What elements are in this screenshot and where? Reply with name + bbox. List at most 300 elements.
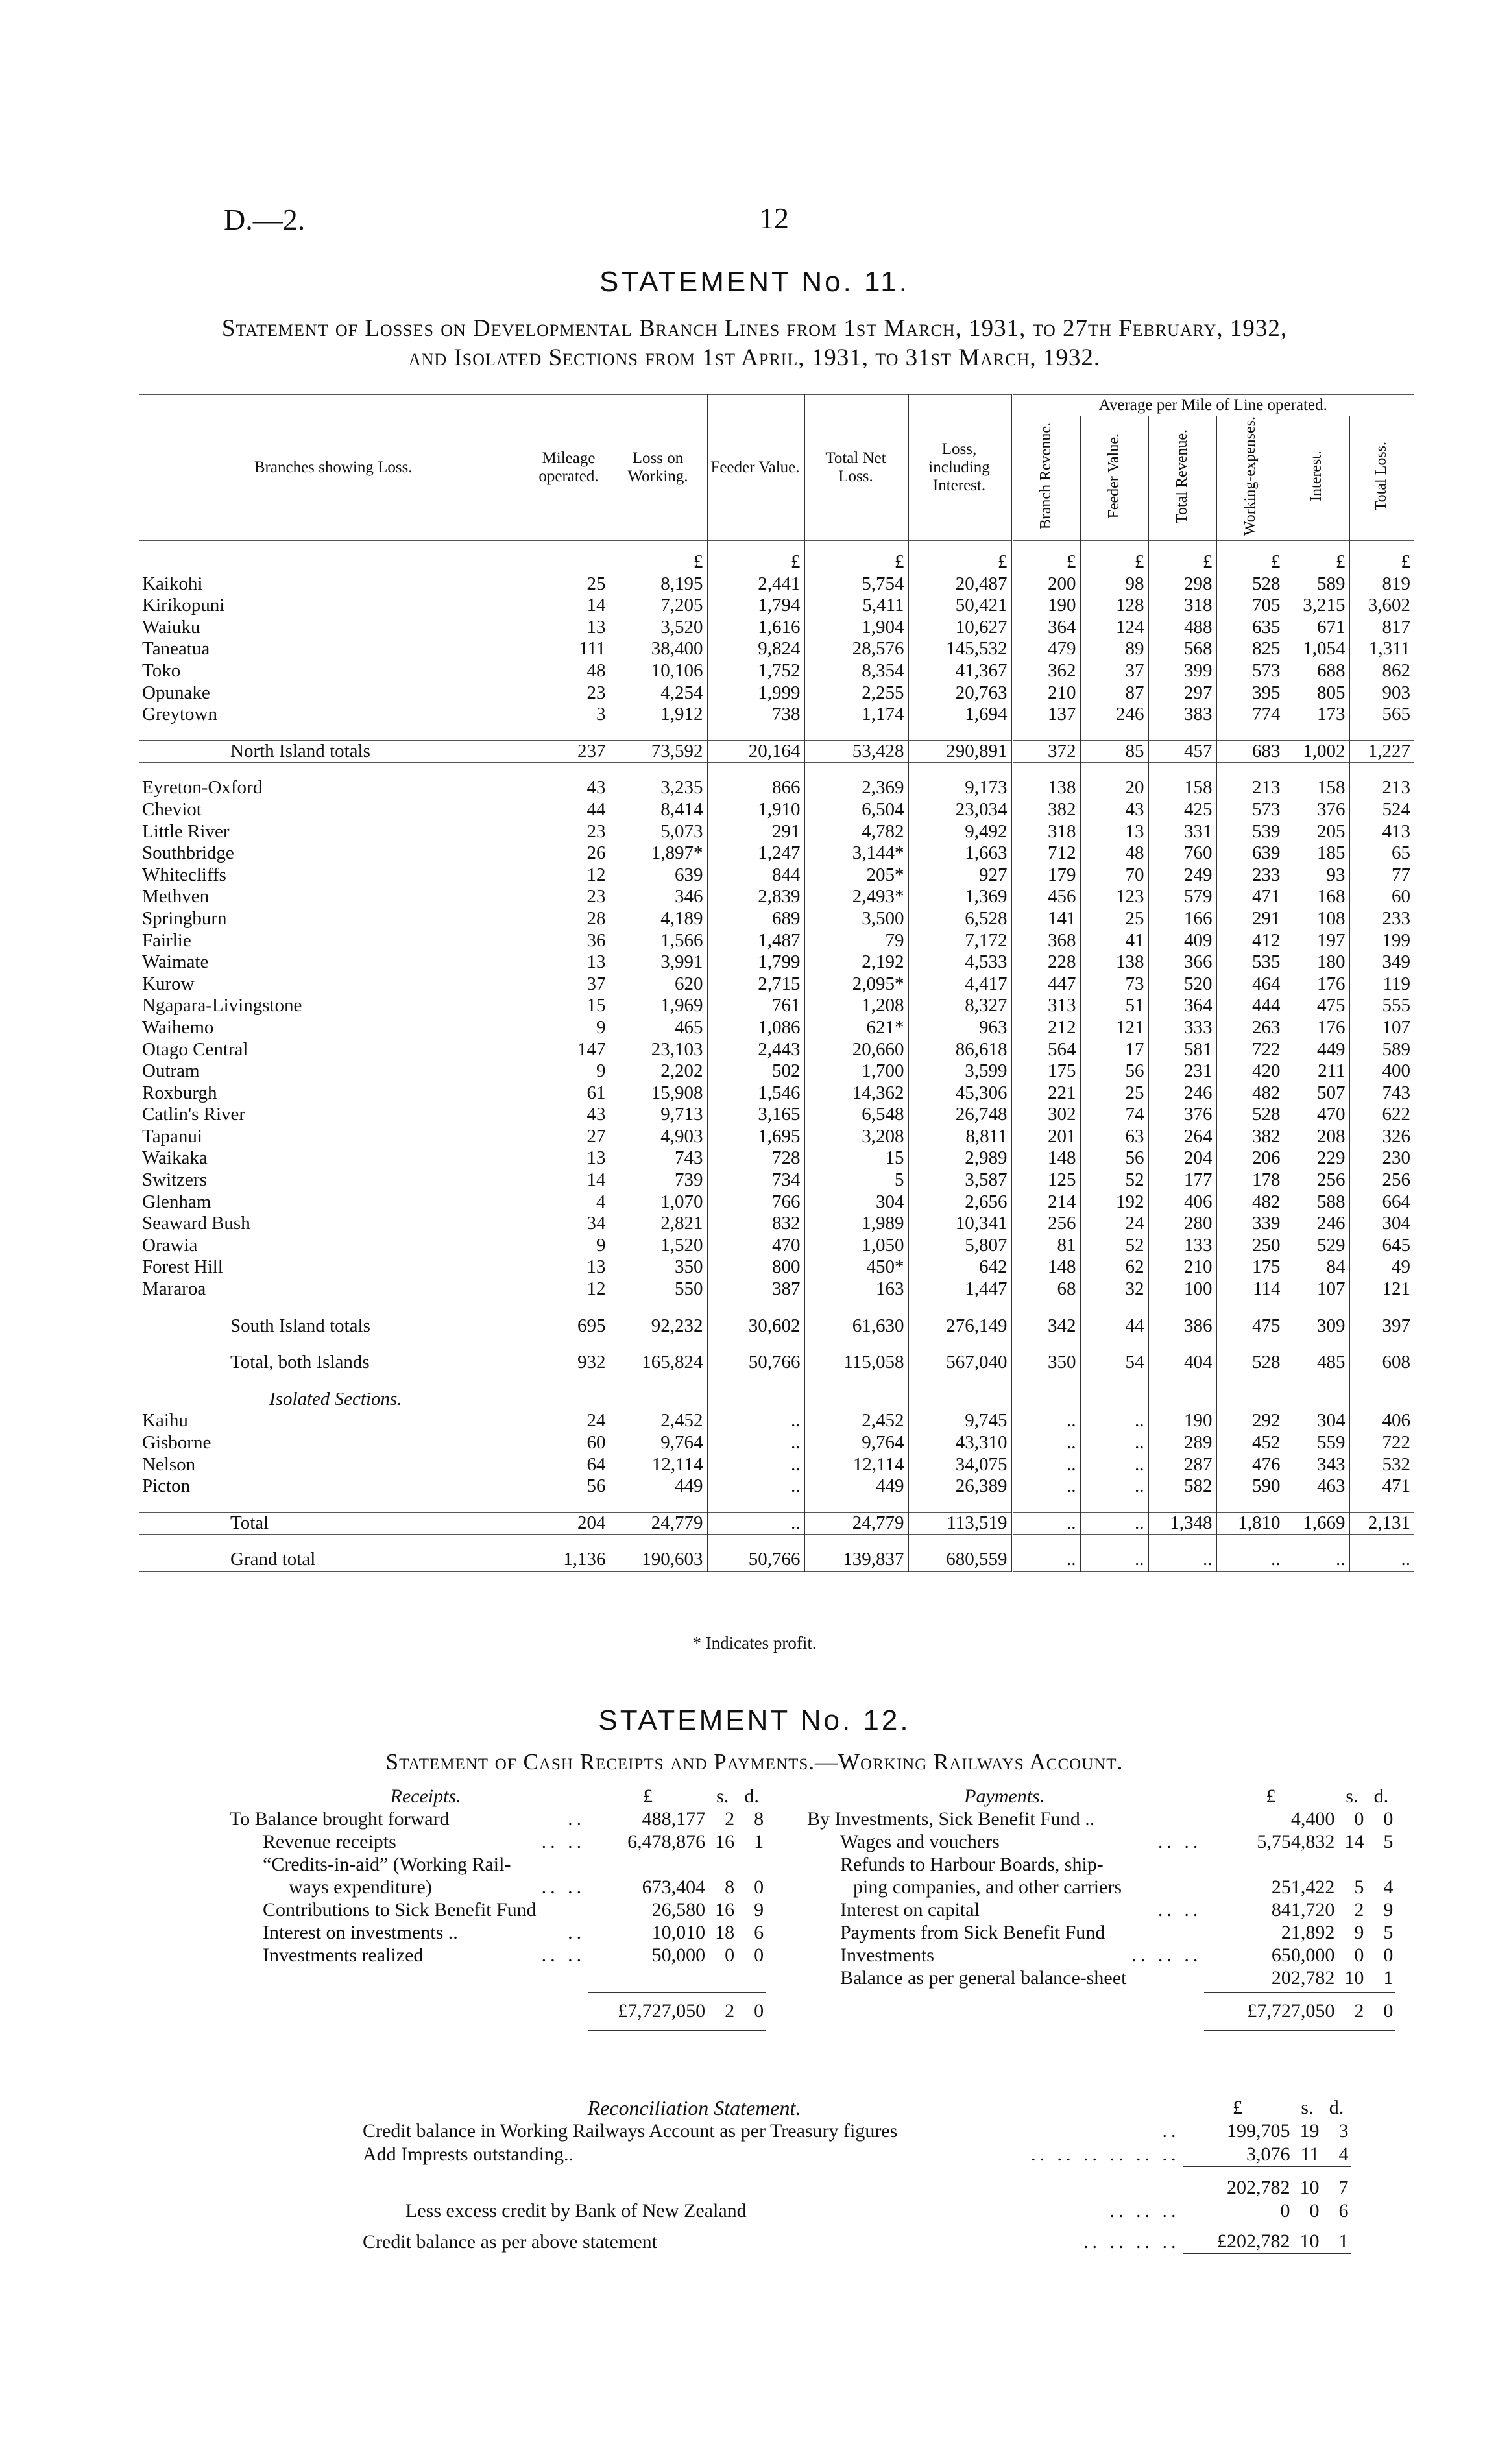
spacer-cell [707, 1498, 804, 1513]
cell-value: 34,075 [908, 1454, 1012, 1476]
cell-value: .. [1012, 1512, 1080, 1535]
cell-value: .. [1216, 1549, 1285, 1571]
cell-value: 425 [1148, 799, 1216, 821]
cell-value: 532 [1349, 1454, 1414, 1476]
cell-value: .. [1080, 1454, 1148, 1476]
south-island-row [139, 821, 1414, 843]
cell-value: 343 [1285, 1454, 1349, 1476]
cell-value: 2,202 [610, 1060, 707, 1082]
cell-value: 3,991 [610, 951, 707, 974]
south-island-row [139, 1017, 1414, 1039]
cell-value: 297 [1148, 682, 1216, 704]
cell-value: 25 [1080, 908, 1148, 930]
amount-cell: 5 [1383, 1922, 1394, 1943]
col-net-loss: Total Net Loss. [804, 395, 908, 541]
cell-value: 292 [1216, 1410, 1285, 1432]
cell-value: 12 [529, 1278, 610, 1300]
cell-value: 621* [804, 1017, 908, 1039]
north-island-row [139, 595, 1414, 617]
spacer-cell [610, 1300, 707, 1315]
cell-value: 13 [529, 617, 610, 639]
cell-value: 20 [1080, 777, 1148, 799]
cell-value: 559 [1285, 1432, 1349, 1454]
cell-value: 309 [1285, 1315, 1349, 1337]
cell-value: 212 [1012, 1017, 1080, 1039]
cell-value: 588 [1285, 1191, 1349, 1214]
currency-cell: £ [804, 541, 908, 573]
amount-cell: 2 [725, 1808, 735, 1830]
cell-value: 231 [1148, 1060, 1216, 1082]
cell-value: 211 [1285, 1060, 1349, 1082]
amount-cell: 16 [715, 1899, 735, 1920]
cell-value: 175 [1012, 1060, 1080, 1082]
cell-value: 774 [1216, 704, 1285, 726]
cell-value: 256 [1285, 1169, 1349, 1191]
leader-dots: .. .. .. [1109, 2200, 1180, 2222]
cell-value: 1,752 [707, 660, 804, 682]
south-island-row [139, 951, 1414, 974]
cell-value: 119 [1349, 974, 1414, 996]
spacer-cell [529, 1535, 610, 1549]
cell-value: 766 [707, 1191, 804, 1214]
cell-value: 48 [1080, 843, 1148, 865]
cell-value: .. [1012, 1410, 1080, 1432]
cell-value: 2,839 [707, 886, 804, 908]
north-island-row [139, 660, 1414, 682]
col-loss-interest: Loss, including Interest. [908, 395, 1012, 541]
total-amount: 2 [708, 1993, 737, 2030]
cell-value: 2,656 [908, 1191, 1012, 1214]
cell-value: 302 [1012, 1104, 1080, 1126]
cell-value: 4,417 [908, 974, 1012, 996]
spacer-cell [1080, 726, 1148, 741]
item-label: Wages and vouchers [840, 1831, 1000, 1852]
cell-value: 163 [804, 1278, 908, 1300]
cell-value: 173 [1285, 704, 1349, 726]
cell-value: 376 [1285, 799, 1349, 821]
spacer-cell [1216, 1374, 1285, 1389]
amount-cell [708, 1853, 737, 1876]
cell-value: 565 [1349, 704, 1414, 726]
reconciliation-subtotal-row [360, 2167, 1351, 2200]
spacer-cell [1080, 1389, 1148, 1411]
subtotal-amount: 7 [1322, 2167, 1351, 2200]
cell-value: 87 [1080, 682, 1148, 704]
cell-value: 208 [1285, 1126, 1349, 1148]
cell-value: 555 [1349, 995, 1414, 1017]
cell-value: 680,559 [908, 1549, 1012, 1571]
cell-value: 622 [1349, 1104, 1414, 1126]
cell-value: 9,745 [908, 1410, 1012, 1432]
cell-value: 2,989 [908, 1147, 1012, 1169]
cell-value: 36 [529, 930, 610, 952]
cell-value: 444 [1216, 995, 1285, 1017]
cell-value: 229 [1285, 1147, 1349, 1169]
leader-dots [1129, 1921, 1204, 1944]
row-label: Total [230, 1512, 269, 1533]
cell-value: 4,903 [610, 1126, 707, 1148]
cell-value: 37 [529, 974, 610, 996]
cell-value: 2,192 [804, 951, 908, 974]
cell-value: 93 [1285, 865, 1349, 887]
spacer-cell [1285, 1374, 1349, 1389]
cell-value: .. [1012, 1454, 1080, 1476]
currency-cell [139, 541, 529, 573]
cell-value: 712 [1012, 843, 1080, 865]
payments-pence-head: d. [1373, 1786, 1389, 1807]
cell-value: 1,208 [804, 995, 908, 1017]
north-island-row [139, 617, 1414, 639]
cell-value: 210 [1148, 1256, 1216, 1278]
cell-value: 61,630 [804, 1315, 908, 1337]
cell-value: 200 [1012, 573, 1080, 595]
item-label: Interest on investments .. [263, 1922, 458, 1943]
cell-value: 4 [529, 1191, 610, 1214]
col-working-expenses: Working-expenses. [1216, 416, 1285, 541]
amount-cell: 4 [1383, 1876, 1394, 1898]
cell-value: 121 [1349, 1278, 1414, 1300]
spacer-cell [529, 1389, 610, 1411]
spacer-cell [610, 1374, 707, 1389]
cell-value: 6,504 [804, 799, 908, 821]
cell-value: 3,165 [707, 1104, 804, 1126]
cell-value: 15 [804, 1147, 908, 1169]
amount-cell [1337, 1853, 1366, 1876]
cell-value: 52 [1080, 1169, 1148, 1191]
cell-value: 1,311 [1349, 638, 1414, 660]
leader-dots [539, 1898, 588, 1921]
money-row [804, 1853, 1395, 1876]
cell-value: 450* [804, 1256, 908, 1278]
spacer-cell [707, 726, 804, 741]
cell-value: 399 [1148, 660, 1216, 682]
spacer-cell [1349, 1300, 1414, 1315]
cell-value: 44 [529, 799, 610, 821]
cell-value: 26,389 [908, 1476, 1012, 1498]
cell-value: 54 [1080, 1352, 1148, 1374]
cell-value: 1,369 [908, 886, 1012, 908]
cell-value: 2,715 [707, 974, 804, 996]
cell-value: 64 [529, 1454, 610, 1476]
cell-value: 1,695 [707, 1126, 804, 1148]
amount-cell: 18 [715, 1922, 735, 1943]
cell-value: 635 [1216, 617, 1285, 639]
cell-value: .. [1080, 1410, 1148, 1432]
cell-value: 1,086 [707, 1017, 804, 1039]
amount-cell [737, 1853, 766, 1876]
leader-dots: .. .. [541, 1831, 586, 1852]
cell-value: 6,528 [908, 908, 1012, 930]
cell-value: 470 [1285, 1104, 1349, 1126]
spacer-cell [1216, 1337, 1285, 1352]
cell-value: 470 [707, 1235, 804, 1257]
money-row [227, 1898, 766, 1921]
spacer-cell [139, 1535, 529, 1549]
leader-dots: .. [568, 1922, 586, 1943]
row-label: Kaihu [142, 1410, 188, 1431]
cell-value: 289 [1148, 1432, 1216, 1454]
row-label: Mararoa [142, 1278, 206, 1300]
row-label: Waimate [142, 951, 209, 973]
spacer-cell [1148, 763, 1216, 778]
spacer-cell [610, 1535, 707, 1549]
row-label: Waiuku [142, 616, 200, 638]
cell-value: 70 [1080, 865, 1148, 887]
cell-value: 903 [1349, 682, 1414, 704]
total-amount: 0 [1366, 1993, 1395, 2030]
cell-value: 205* [804, 865, 908, 887]
cell-value: 832 [707, 1213, 804, 1235]
spacer-cell [908, 763, 1012, 778]
row-label: Cheviot [142, 798, 202, 820]
cell-value: 197 [1285, 930, 1349, 952]
cell-value: 564 [1012, 1039, 1080, 1061]
south-island-row [139, 995, 1414, 1017]
row-label: Southbridge [142, 843, 234, 864]
cell-value: 568 [1148, 638, 1216, 660]
row-label: Waikaka [142, 1147, 208, 1169]
amount-cell: 199,705 [1227, 2120, 1290, 2142]
spacer-cell [1285, 1498, 1349, 1513]
cell-value: 179 [1012, 865, 1080, 887]
cell-value: 528 [1216, 573, 1285, 595]
spacer-cell [1285, 1389, 1349, 1411]
spacer-cell [1349, 1337, 1414, 1352]
spacer-cell [529, 763, 610, 778]
amount-cell: 488,177 [642, 1808, 706, 1830]
row-label: Glenham [142, 1191, 211, 1212]
money-row [227, 1830, 766, 1853]
cell-value: 291 [707, 821, 804, 843]
item-label: Interest on capital [840, 1899, 980, 1920]
cell-value: 125 [1012, 1169, 1080, 1191]
item-label: Investments realized [263, 1944, 424, 1966]
cell-value: 48 [529, 660, 610, 682]
row-label: Orawia [142, 1234, 198, 1256]
cell-value: 65 [1349, 843, 1414, 865]
currency-cell: £ [1349, 541, 1414, 573]
cell-value: .. [1012, 1432, 1080, 1454]
col-interest: Interest. [1285, 416, 1349, 541]
amount-cell: 3 [1338, 2120, 1349, 2142]
spacer-cell [1012, 1374, 1080, 1389]
amount-cell: 5,754,832 [1257, 1831, 1335, 1852]
row-label: Greytown [142, 704, 217, 725]
cell-value: 51 [1080, 995, 1148, 1017]
cell-value: 550 [610, 1278, 707, 1300]
cell-value: 50,766 [707, 1549, 804, 1571]
money-row [804, 1967, 1395, 1989]
cell-value: 4,533 [908, 951, 1012, 974]
row-label: Gisborne [142, 1432, 211, 1453]
amount-cell: 0 [1383, 1808, 1394, 1830]
cell-value: 645 [1349, 1235, 1414, 1257]
cell-value: 2,443 [707, 1039, 804, 1061]
cell-value: 23,103 [610, 1039, 707, 1061]
cell-value: 24,779 [610, 1512, 707, 1535]
cell-value: 56 [1080, 1147, 1148, 1169]
cell-value: 683 [1216, 740, 1285, 763]
item-label: Balance as per general balance-sheet [840, 1967, 1127, 1989]
cell-value: 364 [1012, 617, 1080, 639]
cell-value: 158 [1285, 777, 1349, 799]
cell-value: 449 [1285, 1039, 1349, 1061]
payments-heading: Payments. [964, 1786, 1045, 1807]
south-island-row [139, 1147, 1414, 1169]
col-branch-revenue: Branch Revenue. [1012, 416, 1080, 541]
cell-value: 24 [529, 1410, 610, 1432]
spacer-cell [610, 726, 707, 741]
spacer-cell [804, 1498, 908, 1513]
cell-value: 1,227 [1349, 740, 1414, 763]
cell-value: 366 [1148, 951, 1216, 974]
cell-value: 1,694 [908, 704, 1012, 726]
cell-value: 28,576 [804, 638, 908, 660]
cell-value: .. [1012, 1476, 1080, 1498]
cell-value: 2,821 [610, 1213, 707, 1235]
row-label: Ngapara-Livingstone [142, 995, 302, 1016]
cell-value: 1,070 [610, 1191, 707, 1214]
cell-value: 372 [1012, 740, 1080, 763]
cell-value: 9,713 [610, 1104, 707, 1126]
cell-value: 2,369 [804, 777, 908, 799]
cell-value: 535 [1216, 951, 1285, 974]
spacer-row [139, 1300, 1414, 1315]
cell-value: 9,824 [707, 638, 804, 660]
cell-value: 246 [1080, 704, 1148, 726]
south-island-row [139, 930, 1414, 952]
cell-value: 608 [1349, 1352, 1414, 1374]
leader-dots: .. [568, 1808, 586, 1830]
spacer-cell [804, 1300, 908, 1315]
cell-value: 20,763 [908, 682, 1012, 704]
amount-cell: 8 [754, 1808, 764, 1830]
cell-value: 264 [1148, 1126, 1216, 1148]
cell-value: .. [707, 1476, 804, 1498]
cell-value: 2,131 [1349, 1512, 1414, 1535]
currency-cell: £ [1080, 541, 1148, 573]
spacer-cell [908, 1337, 1012, 1352]
item-label: To Balance brought forward [230, 1808, 450, 1830]
cell-value: 100 [1148, 1278, 1216, 1300]
spacer-cell [804, 726, 908, 741]
south-island-row [139, 1060, 1414, 1082]
amount-cell [1204, 1853, 1337, 1876]
cell-value: 214 [1012, 1191, 1080, 1214]
spacer-cell [1080, 1498, 1148, 1513]
spacer-cell [1148, 726, 1216, 741]
spacer-cell [1285, 1300, 1349, 1315]
cell-value: 1,348 [1148, 1512, 1216, 1535]
cell-value: 1,904 [804, 617, 908, 639]
cell-value: 62 [1080, 1256, 1148, 1278]
item-label: Credit balance in Working Railways Account as per Treasury figures [363, 2120, 898, 2142]
row-label: Grand total [230, 1549, 316, 1570]
spacer-cell [1012, 763, 1080, 778]
leader-dots [539, 1853, 588, 1876]
cell-value: 447 [1012, 974, 1080, 996]
row-label: Seaward Bush [142, 1213, 250, 1234]
cell-value: 249 [1148, 865, 1216, 887]
spacer-cell [707, 1337, 804, 1352]
south-island-row [139, 908, 1414, 930]
cell-value: 1,616 [707, 617, 804, 639]
cell-value: 15,908 [610, 1082, 707, 1105]
recon-shilling-head: s. [1301, 2097, 1314, 2118]
cell-value: 456 [1012, 886, 1080, 908]
leader-dots: .. .. [1157, 1831, 1202, 1852]
recon-pence-head: d. [1329, 2097, 1344, 2118]
spacer-cell [1012, 1337, 1080, 1352]
row-label: Forest Hill [142, 1256, 223, 1278]
spacer-cell [1028, 2167, 1183, 2200]
money-row [804, 1876, 1395, 1898]
cell-value: 2,452 [804, 1410, 908, 1432]
leader-dots: .. .. .. [1131, 1944, 1202, 1966]
cell-value: 1,136 [529, 1549, 610, 1571]
south-island-row [139, 1169, 1414, 1191]
footnote: * Indicates profit. [692, 1633, 817, 1653]
money-row [227, 1853, 766, 1876]
amount-cell: 8 [725, 1876, 735, 1898]
amount-cell: 21,892 [1281, 1922, 1335, 1943]
cell-value: 176 [1285, 974, 1349, 996]
cell-value: 20,487 [908, 573, 1012, 595]
cell-value: 382 [1012, 799, 1080, 821]
cell-value: 932 [529, 1352, 610, 1374]
receipts-pound-head: £ [643, 1786, 653, 1807]
cell-value: 9,764 [610, 1432, 707, 1454]
row-label: Kurow [142, 973, 195, 994]
cell-value: 23 [529, 886, 610, 908]
cell-value: 3 [529, 704, 610, 726]
cell-value: 463 [1285, 1476, 1349, 1498]
south-island-row [139, 886, 1414, 908]
spacer-cell [1216, 1300, 1285, 1315]
cell-value: 420 [1216, 1060, 1285, 1082]
spacer-cell [1349, 726, 1414, 741]
cell-value: 1,663 [908, 843, 1012, 865]
spacer-cell [1012, 1535, 1080, 1549]
cell-value: 739 [610, 1169, 707, 1191]
cell-value: 9,173 [908, 777, 1012, 799]
amount-cell: 2 [1354, 1899, 1364, 1920]
amount-cell: 0 [754, 1876, 764, 1898]
amount-cell: 673,404 [642, 1876, 706, 1898]
cell-value: 400 [1349, 1060, 1414, 1082]
spacer-row [139, 1337, 1414, 1352]
spacer-cell [1349, 763, 1414, 778]
cell-value: 9,764 [804, 1432, 908, 1454]
cell-value: 133 [1148, 1235, 1216, 1257]
currency-row [139, 541, 1414, 573]
row-label: Toko [142, 660, 181, 681]
statement-12-subtitle: Statement of Cash Receipts and Payments.—Working Railways Account. [385, 1749, 1124, 1775]
amount-cell: £202,782 [1183, 2223, 1293, 2255]
spacer-cell [707, 1374, 804, 1389]
cell-value: 8,354 [804, 660, 908, 682]
item-label: ways expenditure) [289, 1876, 432, 1898]
cell-value: 362 [1012, 660, 1080, 682]
south-island-totals-row [139, 1315, 1414, 1337]
cell-value: 1,247 [707, 843, 804, 865]
cell-value: 590 [1216, 1476, 1285, 1498]
cell-value: 5 [804, 1169, 908, 1191]
cell-value: 817 [1349, 617, 1414, 639]
cell-value: 339 [1216, 1213, 1285, 1235]
row-label: Kaikohi [142, 573, 203, 594]
cell-value: 866 [707, 777, 804, 799]
